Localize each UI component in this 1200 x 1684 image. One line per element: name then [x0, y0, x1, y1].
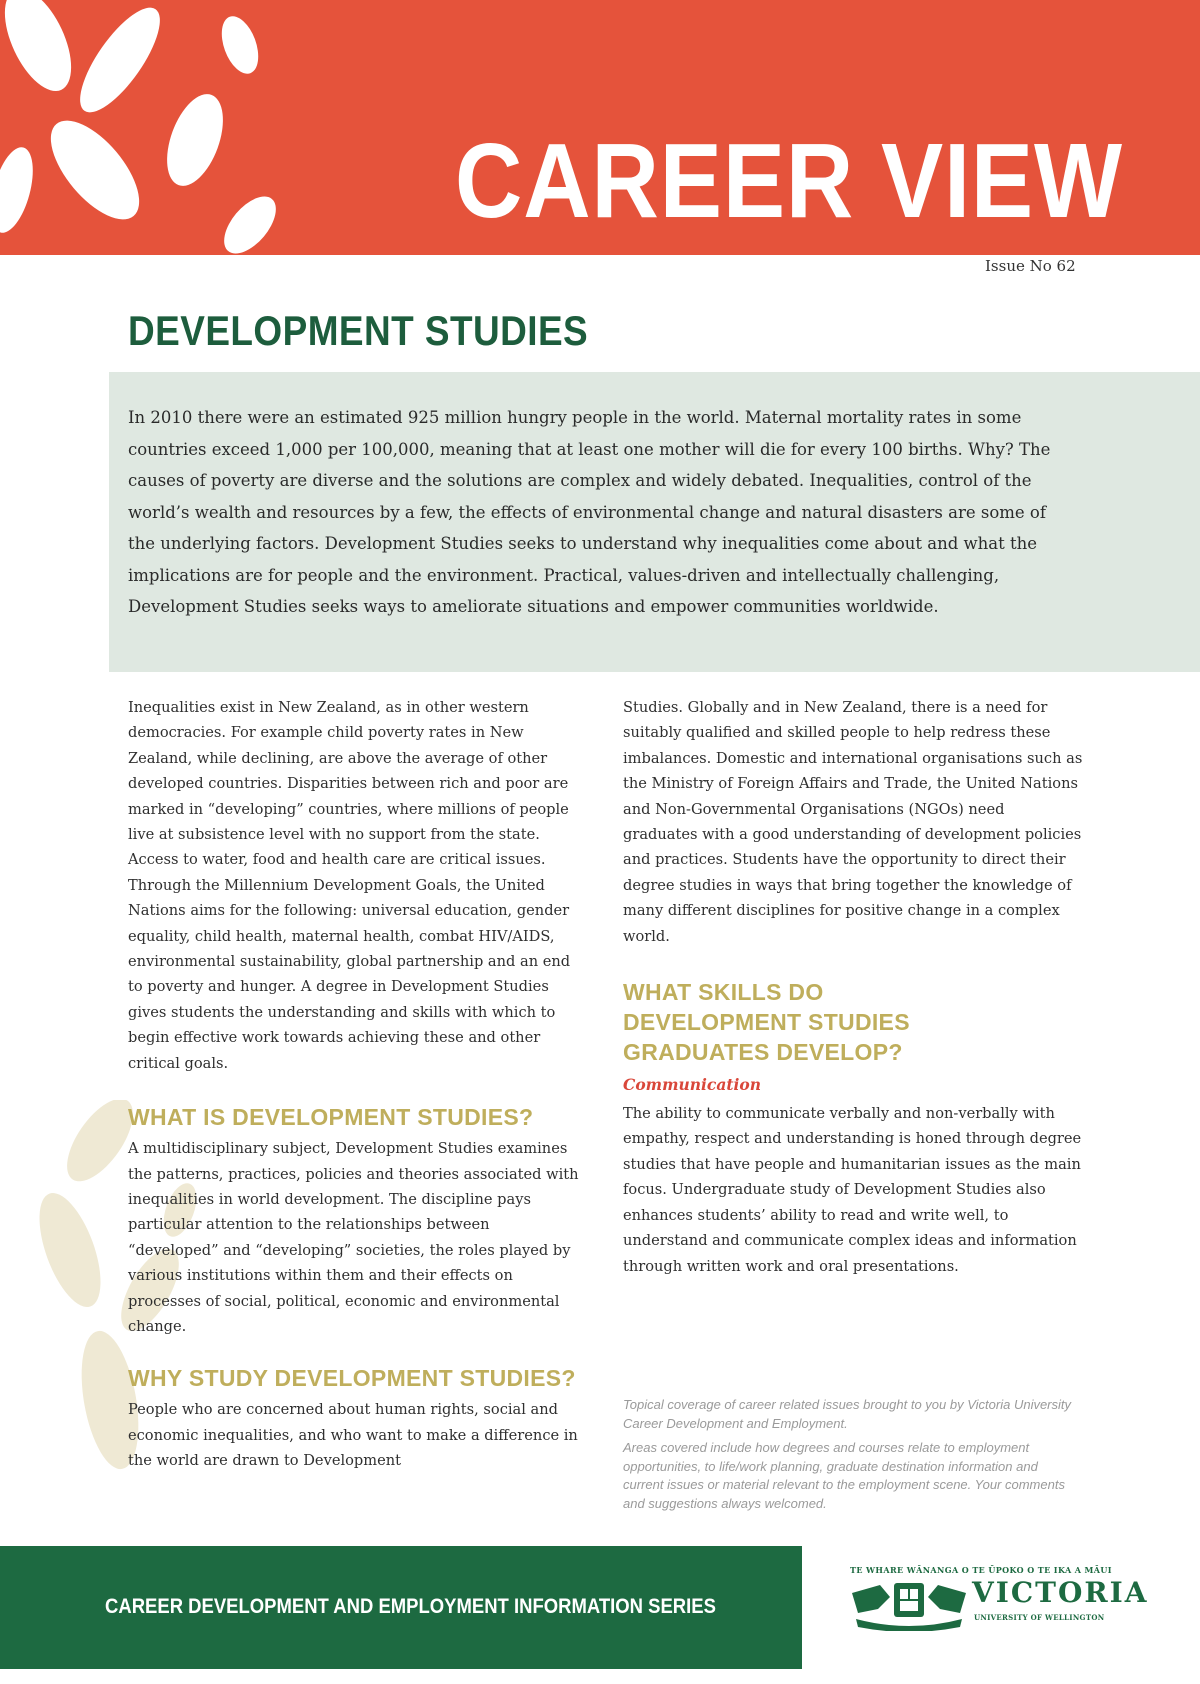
header-banner: [0, 0, 1200, 255]
logo-motto: TE WHARE WĀNANGA O TE ŪPOKO O TE IKA A MĀUI: [850, 1565, 1112, 1575]
left-paragraph-1: Inequalities exist in New Zealand, as in other western democracies. For example child poverty rates in New Zealand, while declining, are above the average of other developed countries. Disparities between rich and poor are marked in “developing” countries, where millions of people live at subsistence level with no support from the state. Access to water, food and health care are critical issues. Through the Millennium Development Goals, the United Nations aims for the following: universal education, gender equality, child health, maternal health, combat HIV/AIDS, environmental sustainability, global partnership and an end to poverty and hunger. A degree in Development Studies gives students the understanding and skills with which to begin effective work towards achieving these and other critical goals.: [128, 699, 571, 1072]
right-column: [623, 695, 1083, 1279]
page-title: DEVELOPMENT STUDIES: [128, 307, 589, 354]
banner-title: CAREER VIEW: [455, 122, 1123, 240]
left-column: [128, 695, 583, 1474]
right-paragraph-1: Studies. Globally and in New Zealand, there is a need for suitably qualified and skilled people to help redress these imbalances. Domestic and international organisations such as the Ministry of Foreign Affairs and Trade, the United Nations and Non-Governmental Organisations (NGOs) need graduates with a good understanding of development policies and practices. Students have the opportunity to direct their degree studies in ways that bring together the knowledge of many different disciplines for positive change in a complex world.: [623, 699, 1083, 945]
heading-what-is: WHAT IS DEVELOPMENT STUDIES?: [128, 1104, 534, 1131]
university-logo[interactable]: [850, 1565, 1150, 1645]
logo-subtitle: UNIVERSITY OF WELLINGTON: [974, 1613, 1105, 1622]
side-note-line-2: Areas covered include how degrees and courses relate to employment opportunities, to life/work planning, graduate destination information and current issues or material relevant to the employment scene. Your comments and suggestions always welcomed.: [623, 1440, 1065, 1511]
heading-why-study: WHY STUDY DEVELOPMENT STUDIES?: [128, 1365, 576, 1392]
issue-number: Issue No 62: [985, 257, 1076, 275]
left-paragraph-2: A multidisciplinary subject, Development Studies examines the patterns, practices, policies and theories associated with inequalities in world development. The discipline pays particular attention to the relationships between “developed” and “developing” societies, the roles played by various institutions within them and their effects on processes of social, political, economic and environmental change.: [128, 1140, 579, 1335]
left-paragraph-3: People who are concerned about human rights, social and economic inequalities, and who want to make a difference in the world are drawn to Development: [128, 1401, 578, 1470]
right-paragraph-2: The ability to communicate verbally and non-verbally with empathy, respect and understanding is honed through degree studies that have people and humanitarian issues as the main focus. Undergraduate study of Development Studies also enhances students’ ability to read and write well, to understand and communicate complex ideas and information through written work and oral presentations.: [623, 1105, 1082, 1275]
heading-skills: WHAT SKILLS DO DEVELOPMENT STUDIES GRADUATES DEVELOP?: [623, 979, 910, 1066]
side-note-line-1: Topical coverage of career related issues brought to you by Victoria University Career Development and Employment.: [623, 1397, 1072, 1431]
subheading-communication: Communication: [623, 1075, 762, 1095]
leaf-pattern-icon: [0, 0, 330, 255]
logo-name: VICTORIA: [972, 1576, 1149, 1609]
intro-paragraph: In 2010 there were an estimated 925 million hungry people in the world. Maternal mortality rates in some countries exceed 1,000 per 100,000, meaning that at least one mother will die for every 100 births. Why? The causes of poverty are diverse and the solutions are complex and widely debated. Inequalities, control of the world’s wealth and resources by a few, the effects of environmental change and natural disasters are some of the underlying factors. Development Studies seeks to understand why inequalities come about and what the implications are for people and the environment. Practical, values-driven and intellectually challenging, Development Studies seeks ways to ameliorate situations and empower communities worldwide.: [128, 408, 1051, 616]
footer-series-title: CAREER DEVELOPMENT AND EMPLOYMENT INFORMATION SERIES: [105, 1595, 716, 1618]
crest-icon: [850, 1579, 968, 1631]
side-note: [623, 1396, 1073, 1519]
